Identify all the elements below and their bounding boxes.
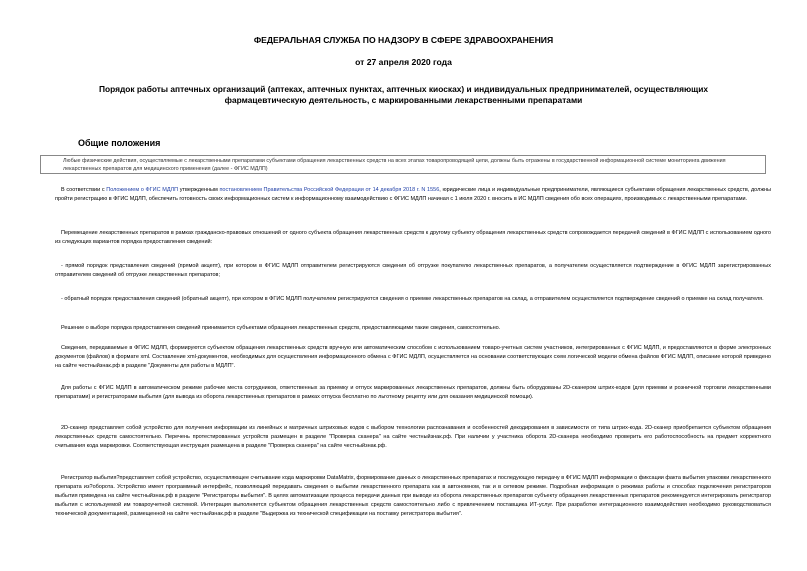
agency-title: ФЕДЕРАЛЬНАЯ СЛУЖБА ПО НАДЗОРУ В СФЕРЕ ЗДРАВООХРАНЕНИЯ xyxy=(253,35,554,45)
notice-box xyxy=(40,155,766,174)
paragraph-6: Сведения, передаваемые в ФГИС МДЛП, формируются субъектом обращения лекарственных средств вручную или автоматическим способом с использованием товаро-учетных систем участников, интегрированных с ФГИС МДЛП, и предоставляются в форме электронных документов (файлов) в формате xml. Составление xml-документов, необходимых для осуществления информационного обмена с ФГИС МДЛП, осуществляется на основании соответствующих схем логической модели обмена файлов ФГИС МДЛП, описание которой приведено на сайте честныйзнак.рф в разделе "Документы для работы в МДЛП". xyxy=(55,345,771,369)
section-title: Общие положения xyxy=(78,138,161,148)
paragraph-8: 2D-сканер представляет собой устройство для получения информации из линейных и матричных штриховых кодов с выбором технологии распознавания и особенностей декодирования в зависимости от типа штрих-кода. 2D-сканер приобретается субъектом обращения лекарственных средств самостоятельно. Перечень протестированных устройств размещен в разделе "Проверка сканера" на сайте честныйзнак.рф. При наличии у участника оборота 2D-сканера необходимо проверить его работоспособность на предмет корректного считывания кода маркировки. Соответствующая инструкция размещена в разделе "Проверка сканера" на сайте честныйзнак.рф. xyxy=(55,425,771,449)
paragraph-9: Регистратор выбытия?представляет собой устройство, осуществляющее считывание кода маркировки DataMatrix, формирование данных о лекарственных препаратах и последующую передачу в ФГИС МДЛП информации о фиксации факта выбытия упаковки лекарственного препарата из?оборота. Устройство имеет программный интерфейс, позволяющий передавать сведения о выбытии лекарственного препарата как в автономном, так и в сетевом режиме. Подробная информация о режимах работы и способах подключения регистраторов выбытия приведена на сайте честныйзнак.рф в разделе "Регистраторы выбытия". В целях автоматизации процесса передачи данных при выводе из оборота лекарственных препаратов субъекту обращения лекарственных препаратов рекомендуется интегрировать регистратор выбытия с используемой им товароучетной системой. Интеграция выполняется субъектом обращения лекарственных средств самостоятельно либо с привлечением поставщика ИТ-услуг. При разработке интеграционного взаимодействия необходимо руководствоваться технической документацией, размещенной на сайте честныйзнак.рф в разделе "Выдержка из технической спецификации на поставку регистратора выбытия". xyxy=(55,475,771,517)
regulation-link[interactable]: Положением о ФГИС МДЛП xyxy=(106,187,179,193)
paragraph-1-post: , юридические лица и индивидуальные предприниматели, являющиеся субъектами обращения лекарственных средств, должны пройти регистрацию в ФГИС МДЛП, обеспечить готовность своих информационных систем к информационному взаимодействию с ФГИС МДЛП начиная с 1 июля 2020 г. вносить в ИС МДЛП сведения обо всех операциях, производимых с лекарственными препаратами. xyxy=(55,187,772,202)
paragraph-3: - прямой порядок представления сведений (прямой акцепт), при котором в ФГИС МДЛП отправителем регистрируются сведения об отгрузке покупателю лекарственных препаратов, а получателем осуществляется подтверждение в ФГИС МДЛП зарегистрированных отправителем сведений об отгрузке лекарственных препаратов; xyxy=(55,263,771,278)
paragraph-2: Перемещение лекарственных препаратов в рамках гражданско-правовых отношений от одного субъекта обращения лекарственных средств к другому субъекту обращения лекарственных средств сопровождается передачей сведений в ФГИС МДЛП с использованием одного из следующих вариантов порядка предоставления сведений: xyxy=(55,230,771,245)
document-title-line1: Порядок работы аптечных организаций (аптеках, аптечных пунктах, аптечных киосках) и индивидуальных предпринимателей, осуществляющих xyxy=(98,84,709,94)
paragraph-1-pre: В соответствии с xyxy=(61,187,107,193)
paragraph-5: Решение о выборе порядка предоставления сведений принимается субъектами обращения лекарственных средств, предоставляющими такие сведения, самостоятельно. xyxy=(61,325,501,331)
document-date: от 27 апреля 2020 года xyxy=(355,57,452,67)
government-decree-link[interactable]: постановлением Правительства Российской Федерации от 14 декабря 2018 г. N 1556 xyxy=(219,187,440,193)
paragraph-7: Для работы с ФГИС МДЛП в автоматическом режиме рабочие места сотрудников, ответственных за приемку и отпуск маркированных лекарственных препаратов, должны быть оборудованы 2D-сканером штрих-кодов (для приемки и розничной торговли лекарственными препаратами) и регистраторами выбытия (для вывода из оборота лекарственных препаратов в рамках отпуска бесплатно по льготному рецепту или для оказания медицинской помощи). xyxy=(55,385,771,400)
document-title-line2: фармацевтическую деятельность, с маркированными лекарственными препаратами xyxy=(224,95,583,105)
paragraph-4: - обратный порядок предоставления сведений (обратный акцепт), при котором в ФГИС МДЛП получателем регистрируются сведения о приемке лекарственных препаратов на склад, а отправителем осуществляется подтверждение сведений о приемке на склад получателя. xyxy=(61,296,764,302)
notice-text: Любые физические действия, осуществляемые с лекарственными препаратами субъектами обращения лекарственных средств на всех этапах товаропроводящей цепи, должны быть отражены в государственной информационной системе мониторинга движения лекарственных препаратов для медицинского применения (далее - ФГИС МДЛП) xyxy=(63,158,726,173)
paragraph-1 xyxy=(55,186,771,204)
paragraph-1-mid: утвержденным xyxy=(178,187,220,193)
